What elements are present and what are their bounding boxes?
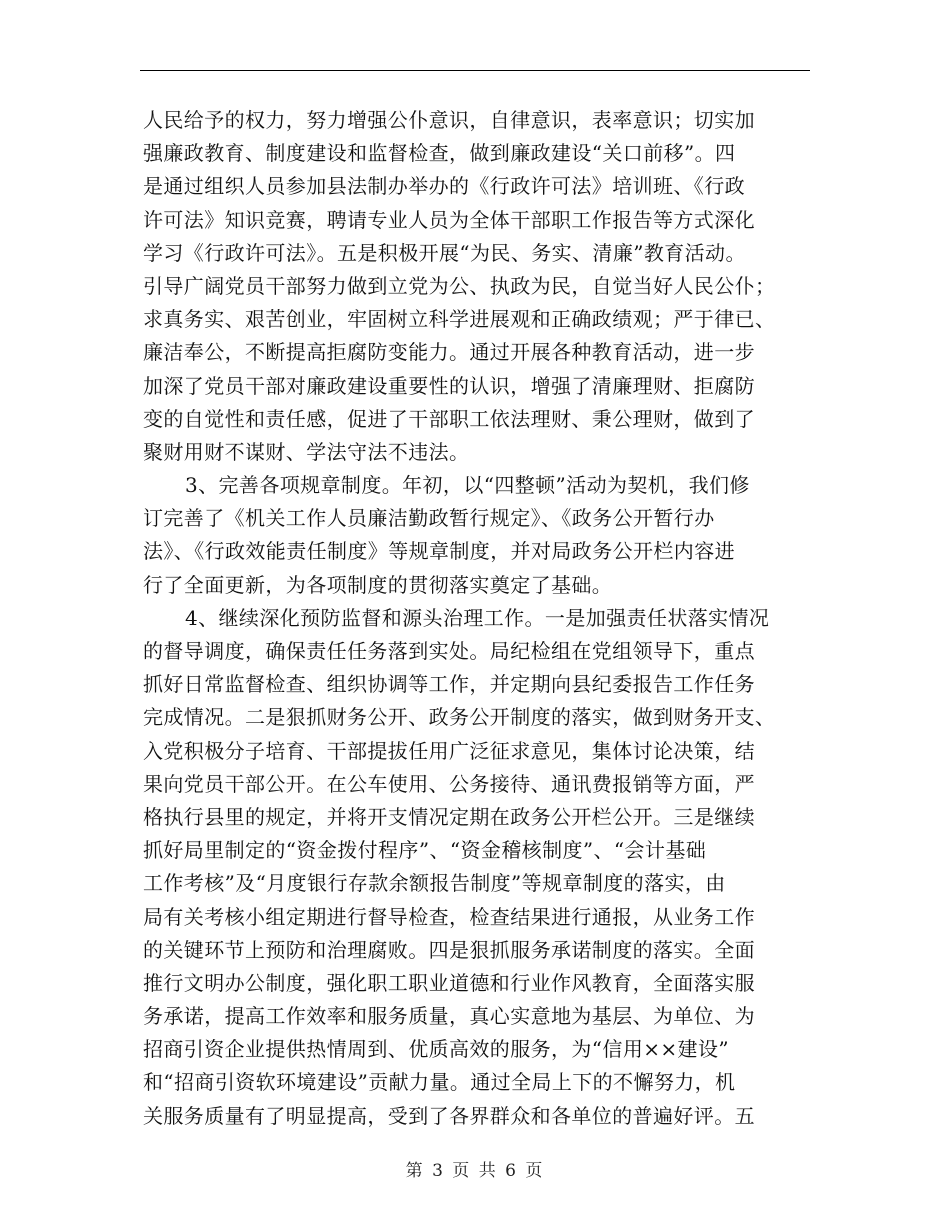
text-line: 3、完善各项规章制度。年初，以“四整顿”活动为契机，我们修 <box>185 473 750 498</box>
text-line: 抓好局里制定的“资金拨付程序”、“资金稽核制度”、“会计基础 <box>143 838 707 863</box>
text-line: 完成情况。二是狠抓财务公开、政务公开制度的落实，做到财务开支、 <box>143 705 776 730</box>
text-line: 局有关考核小组定期进行督导检查，检查结果进行通报，从业务工作 <box>143 904 755 929</box>
text-line: 务承诺，提高工作效率和服务质量，真心实意地为基层、为单位、为 <box>143 1004 755 1029</box>
page-number-footer: 第 3 页 共 6 页 <box>405 1161 545 1181</box>
text-line: 加深了党员干部对廉政建设重要性的认识，增强了清廉理财、拒腐防 <box>143 373 755 398</box>
text-line: 法》、《行政效能责任制度》等规章制度，并对局政务公开栏内容进 <box>143 539 735 564</box>
text-line: 抓好日常监督检查、组织协调等工作，并定期向县纪委报告工作任务 <box>143 672 755 697</box>
text-line: 的督导调度，确保责任任务落到实处。局纪检组在党组领导下，重点 <box>143 639 755 663</box>
text-line: 求真务实、艰苦创业，牢固树立科学进展观和正确政绩观；严于律已、 <box>143 307 776 332</box>
text-line: 入党积极分子培育、干部提拔任用广泛征求意见，集体讨论决策，结 <box>143 738 755 763</box>
text-line: 廉洁奉公，不断提高拒腐防变能力。通过开展各种教育活动，进一步 <box>143 340 755 365</box>
text-line: 格执行县里的规定，并将开支情况定期在政务公开栏公开。三是继续 <box>143 804 755 829</box>
header-rule <box>140 70 810 71</box>
text-line: 人民给予的权力，努力增强公仆意识，自律意识，表率意识；切实加 <box>143 108 755 132</box>
text-line: 聚财用财不谋财、学法守法不违法。 <box>143 439 470 464</box>
text-line: 学习《行政许可法》。五是积极开展“为民、务实、清廉”教育活动。 <box>143 240 746 265</box>
text-line: 果向党员干部公开。在公车使用、公务接待、通讯费报销等方面，严 <box>143 771 755 796</box>
text-line: 和“招商引资软环境建设”贡献力量。通过全局上下的不懈努力，机 <box>143 1070 736 1095</box>
text-line: 变的自觉性和责任感，促进了干部职工依法理财、秉公理财，做到了 <box>143 406 755 431</box>
text-line: 招商引资企业提供热情周到、优质高效的服务，为“信用××建设” <box>143 1037 729 1062</box>
text-line: 关服务质量有了明显提高，受到了各界群众和各单位的普遍好评。五 <box>143 1103 755 1128</box>
text-line: 订完善了《机关工作人员廉洁勤政暂行规定》、《政务公开暂行办 <box>143 506 715 531</box>
text-line: 行了全面更新，为各项制度的贯彻落实奠定了基础。 <box>143 572 613 597</box>
document-body <box>143 104 813 1133</box>
text-line: 4、继续深化预防监督和源头治理工作。一是加强责任状落实情况 <box>185 605 770 630</box>
text-line: 是通过组织人员参加县法制办举办的《行政许可法》培训班、《行政 <box>143 174 745 199</box>
text-line: 许可法》知识竞赛，聘请专业人员为全体干部职工作报告等方式深化 <box>143 207 755 232</box>
text-line: 的关键环节上预防和治理腐败。四是狠抓服务承诺制度的落实。全面 <box>143 937 755 962</box>
text-line: 强廉政教育、制度建设和监督检查，做到廉政建设“关口前移”。四 <box>143 141 736 166</box>
text-line: 工作考核”及“月度银行存款余额报告制度”等规章制度的落实，由 <box>143 871 726 896</box>
text-line: 推行文明办公制度，强化职工职业道德和行业作风教育，全面落实服 <box>143 970 755 995</box>
text-line: 引导广阔党员干部努力做到立党为公、执政为民，自觉当好人民公仆； <box>143 273 776 298</box>
